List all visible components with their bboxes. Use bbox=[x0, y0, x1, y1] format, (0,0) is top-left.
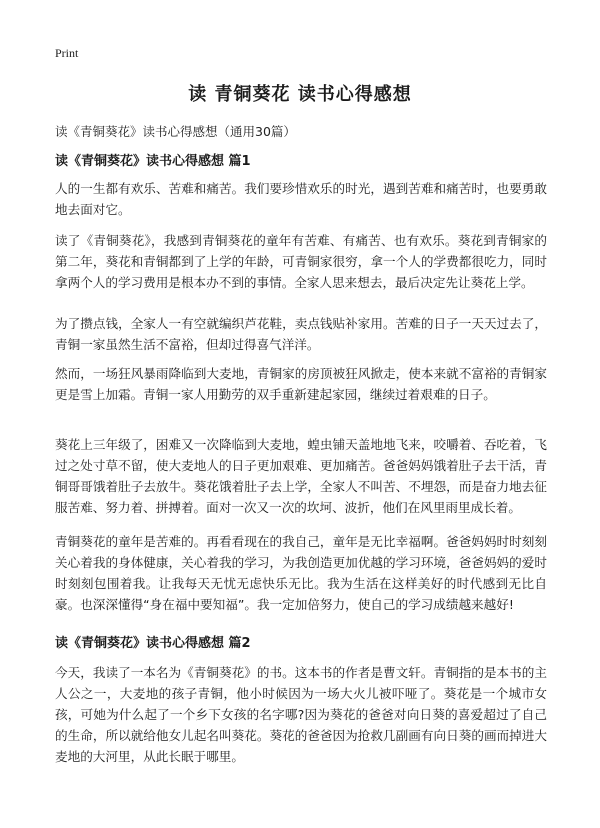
paragraph: 读了《青铜葵花》，我感到青铜葵花的童年有苦难、有痛苦、也有欢乐。葵花到青铜家的第二年，葵花和青铜都到了上学的年龄，可青铜家很穷，拿一个人的学费都很吃力，同时拿两个人的学习费用是根本办不到的事情。全家人思来想去，最后决定先让葵花上学。 bbox=[55, 233, 547, 290]
document-subtitle: 读《青铜葵花》读书心得感想（通用30篇） bbox=[55, 124, 296, 139]
paragraph: 然而，一场狂风暴雨降临到大麦地，青铜家的房顶被狂风掀走，使本来就不富裕的青铜家更是雪上加霜。青铜一家人用勤劳的双手重新建起家园，继续过着艰难的日子。 bbox=[55, 366, 547, 402]
print-link[interactable]: Print bbox=[55, 46, 79, 60]
section-heading-1: 读《青铜葵花》读书心得感想 篇1 bbox=[55, 154, 251, 169]
paragraph: 人的一生都有欢乐、苦难和痛苦。我们要珍惜欢乐的时光，遇到苦难和痛苦时，也要勇敢地去面对它。 bbox=[55, 181, 547, 217]
page-title: 读 青铜葵花 读书心得感想 bbox=[188, 84, 412, 105]
paragraph: 葵花上三年级了，困难又一次降临到大麦地，蝗虫铺天盖地地飞来，咬嚼着、吞吃着，飞过之处寸草不留，使大麦地人的日子更加艰难、更加痛苦。爸爸妈妈饿着肚子去干活，青铜哥哥饿着肚子去放牛。葵花饿着肚子去上学，全家人不叫苦、不埋怨，而是奋力地去征服苦难、努力着、拼搏着。面对一次又一次的坎坷、波折，他们在风里雨里成长着。 bbox=[55, 437, 547, 515]
paragraph: 为了攒点钱，全家人一有空就编织芦花鞋，卖点钱贴补家用。苦难的日子一天天过去了，青铜一家虽然生活不富裕，但却过得喜气洋洋。 bbox=[55, 316, 547, 352]
section-heading-2: 读《青铜葵花》读书心得感想 篇2 bbox=[55, 636, 251, 651]
paragraph: 青铜葵花的童年是苦难的。再看看现在的我自己，童年是无比幸福啊。爸爸妈妈时时刻刻关心着我的身体健康，关心着我的学习，为我创造更加优越的学习环境，爸爸妈妈的爱时时刻刻包围着我。让我每天无忧无虑快乐无比。我为生活在这样美好的时代感到无比自豪。也深深懂得“身在福中要知福”。我一定加倍努力，使自己的学习成绩越来越好! bbox=[55, 534, 547, 612]
paragraph: 今天，我读了一本名为《青铜葵花》的书。这本书的作者是曹文轩。青铜指的是本书的主人公之一，大麦地的孩子青铜，他小时候因为一场大火儿被吓哑了。葵花是一个城市女孩，可她为什么起了一个乡下女孩的名字哪?因为葵花的爸爸对向日葵的喜爱超过了自己的生命，所以就给他女儿起名叫葵花。葵花的爸爸因为抢救几副画有向日葵的画而掉进大麦地的大河里，从此长眠于哪里。 bbox=[55, 665, 547, 764]
